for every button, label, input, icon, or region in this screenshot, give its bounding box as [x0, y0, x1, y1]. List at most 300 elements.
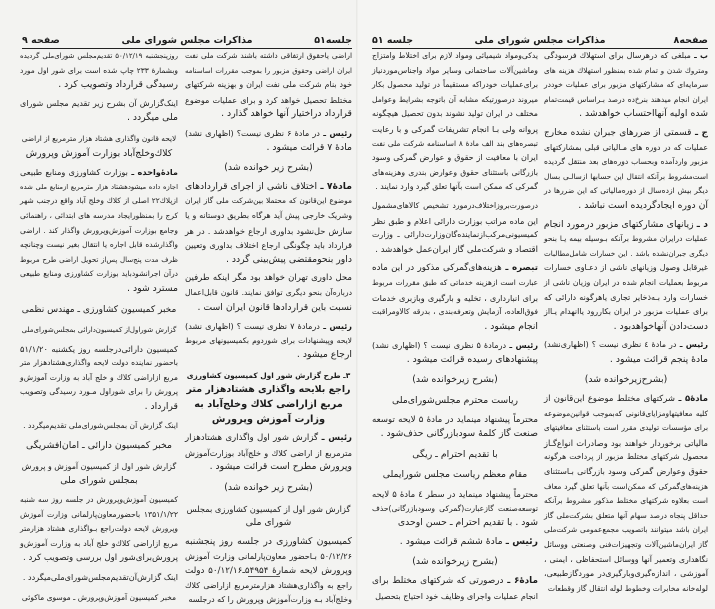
text-column-left	[20, 49, 178, 609]
text-line	[372, 487, 538, 502]
line-text: رئیس ـ درمادهٔ ۷ نظری نیست ؟ (اظهاری نشد)	[185, 321, 352, 332]
line-text: عملیات که در دوره های مـالیاتی قبلی بمشارکتهای	[544, 142, 708, 152]
text-line	[185, 93, 352, 108]
section-heading	[185, 369, 352, 427]
line-text: گمرکی که ممکن است بآنها تعلق گیرد وارد نمایند .	[375, 182, 538, 192]
line-text: مربع ازاراضی کلاك و خلج آباد به وزارت آموزش‌و	[20, 372, 178, 382]
text-line	[544, 480, 708, 495]
line-text: رئیس ـ گزارش شور اول واگذاری هشتادهزار	[185, 433, 352, 444]
text-line	[544, 392, 708, 407]
line-text: ومتروك شدن و تمام شده بمنظور استهلاك هزینه های	[544, 65, 708, 75]
line-text: مربع ازاراضی کلاك‌و خلج آباد به وزارت آموزش‌و	[20, 538, 178, 548]
text-line	[544, 582, 708, 597]
text-line	[372, 535, 538, 550]
text-line	[372, 516, 538, 531]
text-line	[185, 271, 352, 286]
text-line	[185, 481, 352, 496]
text-column-right	[185, 49, 352, 608]
text-line	[20, 508, 178, 523]
line-text: برای عملیات مزبور در ایران بکاررود یاانهدام یـااز	[544, 307, 708, 317]
line-text: اجازه داده میشودهشتاد هزار مترمربع ازمنابع ملی شده	[20, 182, 178, 191]
text-line	[544, 305, 708, 320]
line-text: دیگر بیش ازده‌سال از دوره‌مالیاتی که این ضررها در	[544, 186, 708, 196]
line-text: بمجلس شورای ملی	[60, 475, 138, 487]
text-line	[20, 97, 178, 112]
text-line	[372, 276, 538, 291]
line-text: مربع ازاراضی کلاك وخلج‌آباد به	[194, 399, 343, 411]
line-text: راجع بلایحه واگذاری هشتادهزار متر	[186, 384, 351, 396]
text-line	[185, 209, 352, 224]
line-text: مختلط تحصیل خواهد کرد و برای عملیات موضوع	[185, 94, 352, 105]
line-text: ۵۰/۱۲/۲۶ بـاحضور معاون‌پارلمانی وزارت آموزش	[185, 551, 352, 562]
line-text: لوله‌خانه مخابرات وخطوط لوله انتقال گاز وقطعات	[547, 583, 708, 593]
line-text: وپرورش لایحه شمارهٔ ۵۴۹۵۴ـ۵۰/۱۲/۱۶ دولت	[185, 566, 352, 576]
line-text: (بشرح زیرخوانده شد)	[412, 556, 498, 568]
centered-text	[372, 555, 538, 570]
lead-word: رئیس ـ	[318, 433, 352, 444]
paragraph	[544, 218, 708, 335]
line-text: وخلج‌آباد بـه وزارت‌آموزش وپرورش را که درجلسه	[188, 595, 352, 605]
line-text: موضوع این‌قانون که محتملا بین‌شرکت ملی گاز ایران	[185, 196, 352, 206]
centered-text	[185, 502, 352, 531]
line-text: وپرورش مطرح است قرائت میشود .	[209, 461, 352, 473]
line-text: درباره‌آن بنحو دیگری توافق نمایند. قانون قابل‌اعمال	[185, 287, 352, 297]
line-text: کمیسیون کشاورزی در جلسه روز پنجشنبه	[185, 535, 352, 547]
left-page	[0, 0, 358, 605]
text-line	[372, 353, 538, 368]
text-line	[20, 147, 178, 162]
line-text: کلاك‌وخلج‌آباد بوزارت آموزش وپرورش	[25, 147, 173, 159]
line-text: مربوط بعملیات انجام شده در ایران وزیان ناشی از	[544, 277, 708, 287]
paragraph	[372, 413, 538, 442]
text-line	[20, 439, 178, 454]
centered-text	[372, 394, 538, 409]
line-text: ایران اراضی وحقوق مزبور را بموجب مقررات اساسنامه	[185, 65, 352, 75]
text-line	[372, 243, 538, 258]
session-number: جلسه ۵۱	[372, 35, 414, 46]
lead-word: ب ـ	[690, 51, 708, 60]
text-line	[20, 460, 178, 475]
text-line	[185, 593, 352, 608]
text-line	[185, 502, 352, 517]
text-line	[20, 165, 178, 180]
text-line	[20, 591, 178, 606]
line-text: محصول شرکتهای مختلط مزبور از پرداخت هرگونه	[544, 452, 708, 462]
text-line	[544, 170, 708, 185]
line-text: مادهٔ‌واحده ـ بوزارت کشاورزی ومنابع طبیعی	[20, 167, 178, 178]
line-text: مادهٔ۷ ـ اختلاف ناشی از اجرای قراردادهای	[185, 180, 353, 192]
line-text: تبصره‌های بند الف مادهٔ ۸ اساسنامه شرکت ملی نفت	[372, 138, 538, 148]
text-line	[185, 64, 352, 79]
lead-word: رئیس ـ	[676, 340, 708, 350]
text-line	[544, 509, 708, 524]
centered-text	[20, 132, 178, 161]
text-line	[544, 567, 708, 582]
line-text: انجام میشود .	[484, 320, 538, 332]
line-text: (بشرح‌زیرخوانده شد)	[584, 374, 668, 386]
line-text: پروانه ولی بـا انجام تشریفات گمرکی و با رعایت	[372, 123, 538, 134]
line-text: آن دوره ایجادگردیده است نباشد .	[578, 199, 708, 211]
centered-text	[20, 591, 178, 606]
line-text: صنعت گاز کلمهٔ سودبازرگانی حذف‌شود .	[380, 428, 538, 440]
line-text: (بشرح زیرخوانده شد)	[412, 374, 498, 386]
line-text: وپرورش لایحه دولت‌راجع بـواگذاری هشتاد هزارمتر	[20, 524, 178, 534]
centered-text	[544, 373, 708, 388]
line-text: ملی میگردد .	[126, 112, 178, 124]
line-text: یدکی‌ومواد شیمیائی ومواد لازم برای اختلاط وامتزاج	[372, 51, 538, 60]
line-text: برای مؤسسات تولیدی مقرر است باستثنای معافیتهای	[544, 423, 708, 433]
paragraph	[20, 342, 178, 415]
line-text: هزینه‌های‌گمرکی که ممکن‌است بآنها تعلق گیرد معاف	[544, 481, 708, 491]
text-line	[185, 516, 352, 531]
text-line	[544, 261, 708, 276]
line-text: گزارش شور اول از کمیسیون کشاورزی بمجلس	[186, 503, 351, 514]
paragraph	[20, 49, 178, 93]
line-text: وبشمارهٔ ۲۳۳ چاپ شده است برای شور اول مورد	[20, 65, 178, 75]
text-line	[20, 400, 178, 415]
text-line	[372, 320, 538, 335]
lead-word: رئیس ـ	[502, 535, 538, 547]
line-text: است بعلاوه شرکتهای مختلط مذکور مشروط برآنکه	[544, 496, 708, 506]
line-text: پرورش را برای شوراول مـورد رسیدگی وتصویب	[20, 387, 178, 397]
text-line	[544, 407, 708, 422]
page-number: صفحه۸	[673, 35, 708, 46]
text-line	[20, 493, 178, 508]
text-line	[185, 49, 352, 64]
paragraph	[372, 338, 538, 367]
lead-word: رئیس ـ	[319, 321, 352, 332]
line-text: روزپنجشنبه ۵۰/۱۲/۱۹ تقدیم‌مجلس شورای‌ملی گردیده	[20, 52, 178, 60]
text-line	[20, 303, 178, 318]
text-line	[185, 301, 352, 316]
page-header	[22, 35, 352, 48]
text-line	[544, 450, 708, 465]
line-text: مخبر کمیسیون کشاورزی ـ مهندس نظمی	[21, 304, 177, 315]
line-text: ۱۳۵۱/۱/۲۲ باحضورمعاون‌پارلمانی وزارت آموزش	[20, 509, 178, 519]
text-line	[544, 218, 708, 233]
line-text: مادهٔ۶ ـ درصورتی که شرکتهای مختلط برای	[372, 576, 538, 586]
text-line	[544, 126, 708, 141]
line-text: نسبت باین قراردادها قانون ایران است .	[197, 301, 352, 313]
line-text: رئیس ـ درمادهٔ ۵ نظری نیست ؟ (اظهاری نشد)	[372, 340, 539, 351]
text-line	[544, 247, 708, 262]
paragraph	[185, 49, 352, 122]
paragraph	[185, 431, 352, 475]
lead-word: مادهٔ‌واحده ـ	[127, 167, 178, 178]
line-text: برای‌عملیات خودراکه مستقیماً در تولید محصول بکار	[372, 80, 538, 90]
text-line	[372, 107, 538, 122]
text-line	[372, 468, 538, 483]
line-text: کلیه معافیتهاومزایای‌قانونی که‌بموجب قوانین‌موضوعه	[544, 408, 708, 418]
text-line	[372, 49, 538, 64]
text-line	[185, 413, 352, 428]
line-text: مخبر کمیسیون دارائی ـ امان‌افشریگی	[25, 440, 173, 452]
line-text: حقوق وعوارض گمرکی وسود بازرگانی بـاستثنای	[544, 467, 708, 477]
line-text: ایران باشد میتوانند باتصویب مجمع‌عمومی شرکت‌ملی	[544, 525, 708, 535]
line-text: ج ـ قسمتی از ضررهای جبران نشده مخارج	[544, 127, 708, 138]
session-number: جلسه۵۱	[314, 35, 352, 46]
line-text: شود . با تقدیم احترام ـ حسن اوحدی	[397, 517, 538, 529]
line-text: د ـ زیانهای مشارکتهای مزبور درمورد انجام	[543, 218, 708, 230]
line-text: مادهٔ۵ ـ شرکتهای مختلط موضوع این‌قانون از	[544, 394, 708, 405]
text-line	[185, 286, 352, 301]
paragraph	[372, 49, 538, 195]
paragraph	[20, 165, 178, 296]
text-line	[185, 398, 352, 413]
text-line	[544, 64, 708, 79]
line-text: با تقدیم احترام ـ ریگی	[412, 448, 498, 460]
text-line	[185, 126, 352, 141]
text-line	[185, 369, 352, 384]
line-text: گزارش شوراول‌از کمیسیون‌دارائی بمجلس‌شورای‌ملی	[21, 326, 177, 335]
line-text: دیگری جبران‌نشده باشد . این خسارات شامل‌مطالبات	[544, 248, 708, 258]
text-line	[185, 107, 352, 122]
line-text: ایران با معافیت از حقوق و عوارض گمرکی وسود	[372, 153, 538, 163]
centered-text	[20, 303, 178, 318]
text-line	[544, 538, 708, 553]
text-line	[544, 523, 708, 538]
centered-text	[185, 161, 352, 176]
paragraph	[20, 493, 178, 566]
text-line	[185, 194, 352, 209]
text-line	[20, 253, 178, 268]
line-text: قرارداد باید چگونگی ارجاع اختلاف بداوری وتعیین	[185, 240, 352, 251]
line-text: عبارت است ازهزینه خدماتی که طبق مقررات مربوط	[372, 277, 538, 287]
line-text: درصورت‌بروزاختلاف‌درمورد تشخیص کالاهای‌مشمول	[372, 200, 538, 210]
line-text: رئیس ـ در مادهٔ ۶ نظری نیست؟ (اظهاری نشد)	[185, 127, 352, 138]
line-text: توسعه‌صنعت گازعبارت(گمرکی وسودبازرگانی)حذف	[372, 503, 538, 513]
line-text: این ماده مراتب بوزارت دارائی اعلام و طبق نظر	[372, 215, 538, 226]
line-text: فوق‌العاده، آزمایش وتعرفه‌بندی ، بدرقه کالاومراقبت	[372, 307, 538, 317]
line-text: اینک‌گزارش آن بشرح زیر تقدیم مجلس شورای	[20, 98, 178, 108]
text-line	[372, 137, 538, 152]
line-text: کمیسیون آموزش‌وپرورش در جلسه روز سه شنبه	[20, 495, 178, 505]
text-column-right	[544, 49, 708, 596]
page-number: صفحه ۹	[22, 35, 60, 46]
text-line	[20, 385, 178, 400]
page-header	[372, 35, 708, 48]
text-line	[544, 338, 708, 353]
line-text: وزارت آموزش وپرورش	[211, 413, 326, 425]
line-text: عملیات درایران مشروط برآنکه بـوسیله بیمه یـا بنحو	[544, 234, 708, 244]
running-title: مذاکرات مجلس شورای ملی	[474, 35, 606, 46]
paragraph	[20, 570, 178, 585]
line-text: (بشرح زیر خوانده شد)	[224, 162, 313, 174]
text-line	[544, 107, 708, 122]
centered-text	[185, 481, 352, 496]
text-line	[372, 394, 538, 409]
line-text: واگذارشده قابل اجاره یا انتقال بغیر نیست وچنانچه	[20, 240, 178, 250]
paragraph	[20, 97, 178, 126]
text-line	[544, 93, 708, 108]
end-separator	[248, 576, 280, 577]
text-line	[20, 180, 178, 195]
text-line	[544, 155, 708, 170]
line-text: اقتصاد و شرکت‌ملی گاز ایران‌عمل خواهدشد .	[375, 244, 538, 255]
line-text: بازرگانی باستثنای حقوق وعوارض بندری وهزینه‌های	[372, 167, 538, 177]
text-line	[20, 419, 178, 434]
line-text: سازش حل‌نشود بداوری ارجاع خواهدشد . در هر	[185, 225, 352, 236]
text-line	[544, 494, 708, 509]
text-line	[544, 373, 708, 388]
text-line	[185, 348, 352, 363]
text-line	[185, 238, 352, 253]
text-line	[372, 305, 538, 320]
line-text: پیشنهادهای رسیده قرائت میشود .	[406, 353, 538, 365]
text-line	[372, 261, 538, 276]
line-text: آموزشی ، اندازه‌گیری‌وبارگیری‌در مورد‌گازطبیعی،	[544, 569, 708, 579]
text-line	[372, 64, 538, 79]
text-line	[185, 253, 352, 268]
text-line	[544, 436, 708, 451]
line-text: مادهٔ ۷ قرائت میشود .	[266, 141, 352, 153]
paragraph	[372, 261, 538, 334]
paragraph	[372, 199, 538, 257]
text-line	[372, 93, 538, 108]
text-line	[185, 78, 352, 93]
line-text: ارجاع میشود .	[296, 349, 352, 361]
lead-word: ج ـ	[691, 127, 708, 138]
text-line	[20, 49, 178, 64]
line-text: مترمربع از اراضی کلاك و خلج‌آباد بوزارت‌آموزش	[185, 447, 352, 458]
text-line	[20, 238, 178, 253]
line-text: اینک گزارش آن بمجلس‌شورای‌ملی تقدیم‌میگردد .	[23, 420, 178, 430]
right-page	[358, 0, 715, 600]
line-text: وماشین‌آلات ساختمانی وسایر مواد واجناس‌موردنیاز	[372, 65, 538, 75]
text-line	[185, 334, 352, 349]
line-text: برای انبارداری ، تخلیه و بارگیری وبازبری خدمات	[372, 292, 538, 303]
paragraph	[185, 319, 352, 363]
text-line	[372, 413, 538, 428]
line-text: سرمایه‌ای که مشارکتهای مزبور برای عملیات خوددر	[544, 80, 708, 90]
text-line	[544, 421, 708, 436]
line-text: گاز ایران‌ماشین‌آلات وتجهیزات‌فنی وصنعتی ووسائل	[544, 540, 708, 549]
text-line	[372, 214, 538, 229]
text-line	[544, 553, 708, 568]
centered-text	[20, 460, 178, 489]
text-line	[544, 184, 708, 199]
text-line	[185, 549, 352, 564]
lead-word: مادهٔ۶ ـ	[503, 576, 538, 586]
text-line	[20, 570, 178, 585]
paragraph	[372, 487, 538, 531]
line-text: نگاهداری وتعمیر آنها ووسائل استحفاظی ، ایمنی ،	[544, 554, 708, 564]
text-line	[185, 446, 352, 461]
lead-word: رئیس ـ	[506, 340, 539, 351]
centered-text	[372, 373, 538, 388]
line-text: مخبر کمیسیون آموزش‌وپرورش ـ موسوی ماکوئی	[21, 592, 177, 602]
text-column-left	[372, 49, 538, 603]
text-line	[20, 267, 178, 282]
line-text: خود بنام شرکت ملی نفت ایران و بهزینه شرکتهای	[185, 80, 352, 90]
text-line	[185, 141, 352, 156]
text-line	[20, 356, 178, 371]
line-text: میروند درصورتیکه مشابه آن باتوجه بشرایط وعوامل	[372, 94, 538, 104]
text-line	[372, 427, 538, 442]
line-text: ریاست محترم مجلس‌شورای‌ملی	[391, 395, 519, 407]
centered-text	[372, 468, 538, 483]
paragraph	[544, 49, 708, 122]
line-text: کمیسیون دارائی‌درجلسه روز یکشنبه ۵۱/۱/۲۰	[20, 343, 178, 354]
centered-text	[372, 448, 538, 463]
text-line	[544, 320, 708, 335]
line-text: (بشرح زیر خوانده شد)	[224, 482, 313, 494]
text-line	[544, 49, 708, 64]
text-line	[372, 180, 538, 195]
text-line	[185, 460, 352, 475]
text-line	[372, 555, 538, 570]
text-line	[20, 64, 178, 79]
line-text: اینک گزارش‌آن‌تقدیم‌مجلس‌شورای‌ملی‌میگردد .	[22, 572, 178, 582]
line-text: رئیس ـ مادهٔ ششم قرائت میشود .	[399, 535, 538, 547]
line-text: داور بنحومقتضی پیش‌بینی گردد .	[225, 253, 352, 265]
line-text: اراضی یاحقوق ارتفاقی داشته باشند شرکت ملی نفت	[185, 51, 352, 60]
text-line	[372, 291, 538, 306]
paragraph	[20, 419, 178, 434]
text-line	[20, 371, 178, 386]
line-text: قرارداد دراختیار آنها خواهد گذارد .	[221, 108, 352, 120]
text-line	[20, 342, 178, 357]
text-line	[20, 282, 178, 297]
text-line	[185, 161, 352, 176]
text-line	[20, 323, 178, 338]
paragraph	[372, 535, 538, 550]
text-line	[544, 232, 708, 247]
line-text: ۳ـ طرح گزارش شور اول کمیسیون کشاورزی	[186, 370, 351, 380]
line-text: کرج را بمنظورایجاد مدرسه های ابتدائی ، راهنمائی	[20, 210, 178, 220]
line-text: درآن اجرانشودباید بوزارت کشاورزی ومنابع طبیعی	[20, 269, 178, 279]
running-title: مذاکرات مجلس شورای ملی	[121, 35, 253, 46]
centered-text	[20, 439, 178, 454]
line-text: محترماً پیشنهاد مینماید در مادهٔ ۵ لایحه توسعه	[372, 414, 538, 425]
line-text: غیرقابل وصول وزیانهای ناشی از دعـاوی خسارات	[544, 263, 708, 273]
lead-word: مادهٔ۷ ـ	[317, 180, 353, 192]
text-line	[372, 502, 538, 517]
line-text: ایران انجام میدهند بنرخ‌ده درصد بـراساس قیمت‌تمام	[544, 94, 708, 104]
text-line	[372, 122, 538, 137]
text-line	[544, 141, 708, 156]
paragraph	[544, 126, 708, 214]
line-text: لایحه وپیشنهادات برای شوردوم بکمیسیونهای مربوط	[185, 335, 352, 345]
text-line	[20, 537, 178, 552]
text-line	[20, 194, 178, 209]
line-text: مسترد شود .	[127, 282, 178, 294]
text-line	[372, 166, 538, 181]
paragraph	[185, 126, 352, 155]
paragraph	[185, 180, 352, 268]
text-line	[20, 474, 178, 489]
text-line	[185, 180, 352, 195]
text-line	[20, 551, 178, 566]
text-line	[372, 589, 538, 604]
text-line	[544, 465, 708, 480]
lead-word: د ـ	[693, 218, 708, 230]
line-text: مزبور واردآمده وبحساب دوره‌های بعد منتقل گردیده	[544, 157, 708, 167]
text-line	[372, 78, 538, 93]
paragraph	[185, 535, 352, 608]
line-text: پرورش‌برای‌شور اول بررسی وتصویب کرد .	[23, 553, 178, 564]
text-line	[544, 199, 708, 214]
line-text: راجع به واگذاری‌هشتاد هزارمترمربع ازاراضی کلاك	[185, 580, 352, 590]
line-text: محترماً پیشنهاد مینماید در سطر ٤ مادهٔ ۵ لایحه	[372, 489, 539, 500]
line-text: مقام معظم ریاست مجلس شورایملی	[382, 469, 528, 481]
text-line	[544, 353, 708, 368]
line-text: تبصره ـ هزینه‌های‌گمرکی مذکور در این ماده	[372, 263, 538, 274]
text-line	[20, 111, 178, 126]
text-line	[20, 522, 178, 537]
line-text: خسارات وارد بـه‌ذخایر تجاری یاهرگونه دارائی که	[544, 292, 708, 302]
text-line	[185, 319, 352, 334]
